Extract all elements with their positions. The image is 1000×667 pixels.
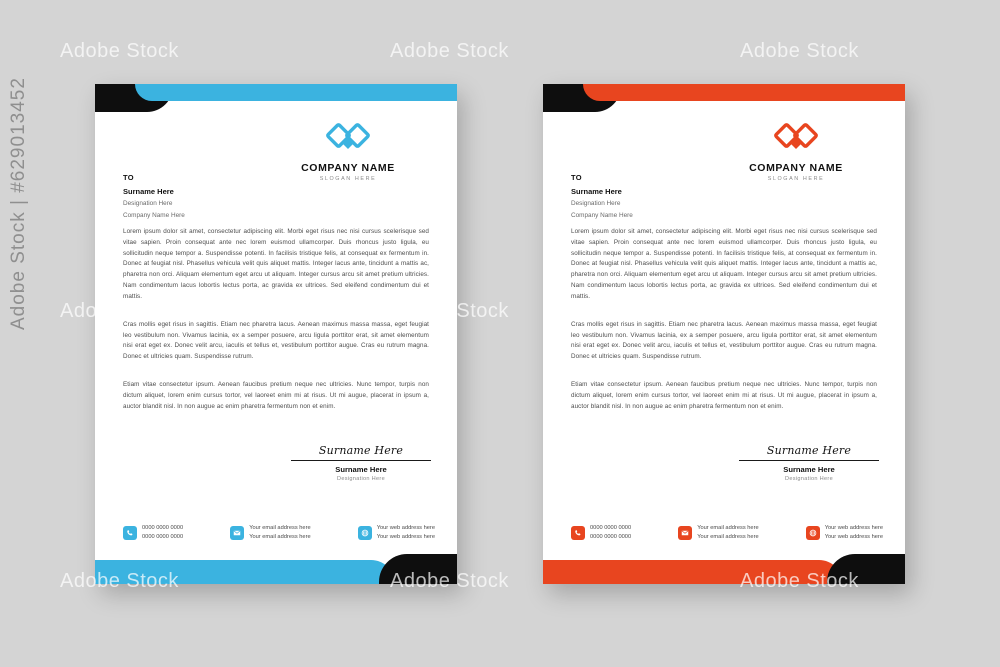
top-accent-bar-fill — [583, 84, 905, 101]
signature-block — [291, 444, 431, 482]
brand-block — [711, 122, 881, 182]
contact-email-text — [697, 524, 758, 542]
signature-script: Surname Here — [766, 444, 852, 457]
contact-email — [230, 524, 310, 542]
watermark-text: Adobe Stock — [740, 570, 859, 592]
signature-name: Surname Here — [783, 465, 835, 474]
top-accent-bar-fill — [135, 84, 457, 101]
signature-designation: Designation Here — [784, 476, 834, 482]
phone-icon — [571, 526, 585, 540]
body-paragraph: Cras mollis eget risus in sagittis. Etiam nec pharetra lacus. Aenean maximus massa massa, eget feugiat leo vestibulum non. Vivamus lacinia, ex a semper posuere, arcu ligula porttitor erat, sit amet elementum nisi erat eget ex. Donec velit arcu, iaculis et tellus et, vestibulum porttitor augue. Cras eu rutrum magna. Donec et ultricies quam. Suspendisse rutrum. — [123, 320, 429, 361]
watermark-text: Adobe Stock — [390, 570, 509, 592]
letter-body — [571, 227, 877, 430]
globe-icon — [358, 526, 372, 540]
recipient-designation: Designation Here — [123, 200, 173, 208]
contact-line: Your web address here — [376, 525, 435, 532]
body-paragraph: Lorem ipsum dolor sit amet, consectetur adipiscing elit. Morbi eget risus nec nisi cursus scelerisque sed vitae sapien. Proin consequat ante nec lorem euismod ullamcorper. Duis rhoncus justo ligula, eu sollicitudin neque tempor a. Suspendisse potenti. In facilisis tristique felis, at consequat ex fermentum in. Donec at feugiat nisl. Phasellus vehicula velit quis aliquet mattis. Integer lacus ante, tincidunt a mattis ac, pharetra non orci. Aliquam elementum eget arcu ut aliquam. Integer cursus arcu sit amet pretium ultricies. Nam condimentum lacus lobortis lectus porta, ac gravida ex ultrices. Sed eleifend condimentum dui et mattis. — [123, 228, 429, 300]
company-slogan: SLOGAN HERE — [319, 176, 377, 182]
watermark-text: Adobe Stock — [60, 570, 179, 592]
mail-icon — [678, 526, 692, 540]
bottom-right-black-corner — [827, 554, 905, 584]
bottom-accent-bar — [95, 560, 395, 584]
phone-icon — [123, 526, 137, 540]
double-diamond-logo-icon — [773, 122, 819, 156]
footer-contacts — [571, 524, 883, 542]
contact-email-text — [249, 524, 310, 542]
watermark-text: Adobe Stock — [390, 40, 509, 62]
contact-line: 0000 0000 0000 — [142, 534, 184, 541]
contact-web-text — [377, 524, 435, 542]
bottom-right-black-corner — [379, 554, 457, 584]
body-paragraph: Lorem ipsum dolor sit amet, consectetur adipiscing elit. Morbi eget risus nec nisi cursus scelerisque sed vitae sapien. Proin consequat ante nec lorem euismod ullamcorper. Duis rhoncus justo ligula, eu sollicitudin neque tempor a. Suspendisse potenti. In facilisis tristique felis, at consequat ex fermentum in. Donec at feugiat nisl. Phasellus vehicula velit quis aliquet mattis. Integer lacus ante, tincidunt a mattis ac, pharetra non orci. Aliquam elementum eget arcu ut aliquam. Integer cursus arcu sit amet pretium ultricies. Nam condimentum lacus lobortis lectus porta, ac gravida ex ultrices. Sed eleifend condimentum dui et mattis. — [571, 228, 877, 300]
contact-line: 0000 0000 0000 — [142, 525, 184, 532]
contact-line: Your email address here — [249, 534, 311, 541]
contact-web — [358, 524, 435, 542]
recipient-designation: Designation Here — [571, 200, 621, 208]
contact-web — [806, 524, 883, 542]
company-slogan: SLOGAN HERE — [767, 176, 825, 182]
watermark-text: Adobe Stock — [60, 300, 179, 322]
bottom-accent-bar — [543, 560, 843, 584]
contact-line: 0000 0000 0000 — [590, 534, 632, 541]
body-paragraph: Etiam vitae consectetur ipsum. Aenean faucibus pretium neque nec ultricies. Nunc tempor, turpis non dictum aliquet, lorem enim cursus tortor, vel laoreet enim mi at risus. Ut mi augue, placerat in ipsum a, auctor blandit nisl. In non augue ac enim pharetra fermentum non et enim. — [571, 381, 877, 410]
contact-line: Your email address here — [697, 525, 759, 532]
contact-phone-text — [590, 524, 631, 542]
contact-phone — [123, 524, 183, 542]
to-label: TO — [571, 173, 582, 182]
signature-name: Surname Here — [335, 465, 387, 474]
signature-designation: Designation Here — [336, 476, 386, 482]
contact-line: Your email address here — [697, 534, 759, 541]
contact-line: Your email address here — [249, 525, 311, 532]
letterhead-red — [543, 84, 905, 584]
double-diamond-logo-icon — [325, 122, 371, 156]
signature-script: Surname Here — [318, 444, 404, 457]
contact-phone — [571, 524, 631, 542]
top-accent-bar — [135, 84, 457, 101]
watermark-text: Adobe Stock — [740, 300, 859, 322]
letterhead-blue — [95, 84, 457, 584]
body-paragraph: Cras mollis eget risus in sagittis. Etiam nec pharetra lacus. Aenean maximus massa massa, eget feugiat leo vestibulum non. Vivamus lacinia, ex a semper posuere, arcu ligula porttitor erat, sit amet elementum nisi erat eget ex. Donec velit arcu, iaculis et tellus et, vestibulum porttitor augue. Cras eu rutrum magna. Donec et ultricies quam. Suspendisse rutrum. — [571, 320, 877, 361]
contact-phone-text — [142, 524, 183, 542]
contact-line: Your web address here — [824, 534, 883, 541]
to-label: TO — [123, 173, 134, 182]
footer-contacts — [123, 524, 435, 542]
globe-icon — [806, 526, 820, 540]
contact-email — [678, 524, 758, 542]
recipient-block — [571, 172, 633, 221]
signature-rule — [739, 460, 879, 461]
signature-block — [739, 444, 879, 482]
recipient-company: Company Name Here — [123, 212, 185, 220]
recipient-block — [123, 172, 185, 221]
brand-block — [263, 122, 433, 182]
watermark-text: Adobe Stock — [740, 40, 859, 62]
top-accent-bar — [583, 84, 905, 101]
signature-rule — [291, 460, 431, 461]
contact-line: Your web address here — [824, 525, 883, 532]
letter-body — [123, 227, 429, 430]
recipient-surname: Surname Here — [123, 186, 174, 196]
recipient-company: Company Name Here — [571, 212, 633, 220]
stock-id-label: Adobe Stock | #629013452 — [8, 77, 29, 330]
mail-icon — [230, 526, 244, 540]
company-name: COMPANY NAME — [749, 162, 843, 174]
company-name: COMPANY NAME — [301, 162, 395, 174]
contact-web-text — [825, 524, 883, 542]
contact-line: 0000 0000 0000 — [590, 525, 632, 532]
watermark-text: Adobe Stock — [60, 40, 179, 62]
recipient-surname: Surname Here — [571, 186, 622, 196]
watermark-text: Adobe Stock — [390, 300, 509, 322]
body-paragraph: Etiam vitae consectetur ipsum. Aenean faucibus pretium neque nec ultricies. Nunc tempor, turpis non dictum aliquet, lorem enim cursus tortor, vel laoreet enim mi at risus. Ut mi augue, placerat in ipsum a, auctor blandit nisl. In non augue ac enim pharetra fermentum non et enim. — [123, 381, 429, 410]
contact-line: Your web address here — [376, 534, 435, 541]
